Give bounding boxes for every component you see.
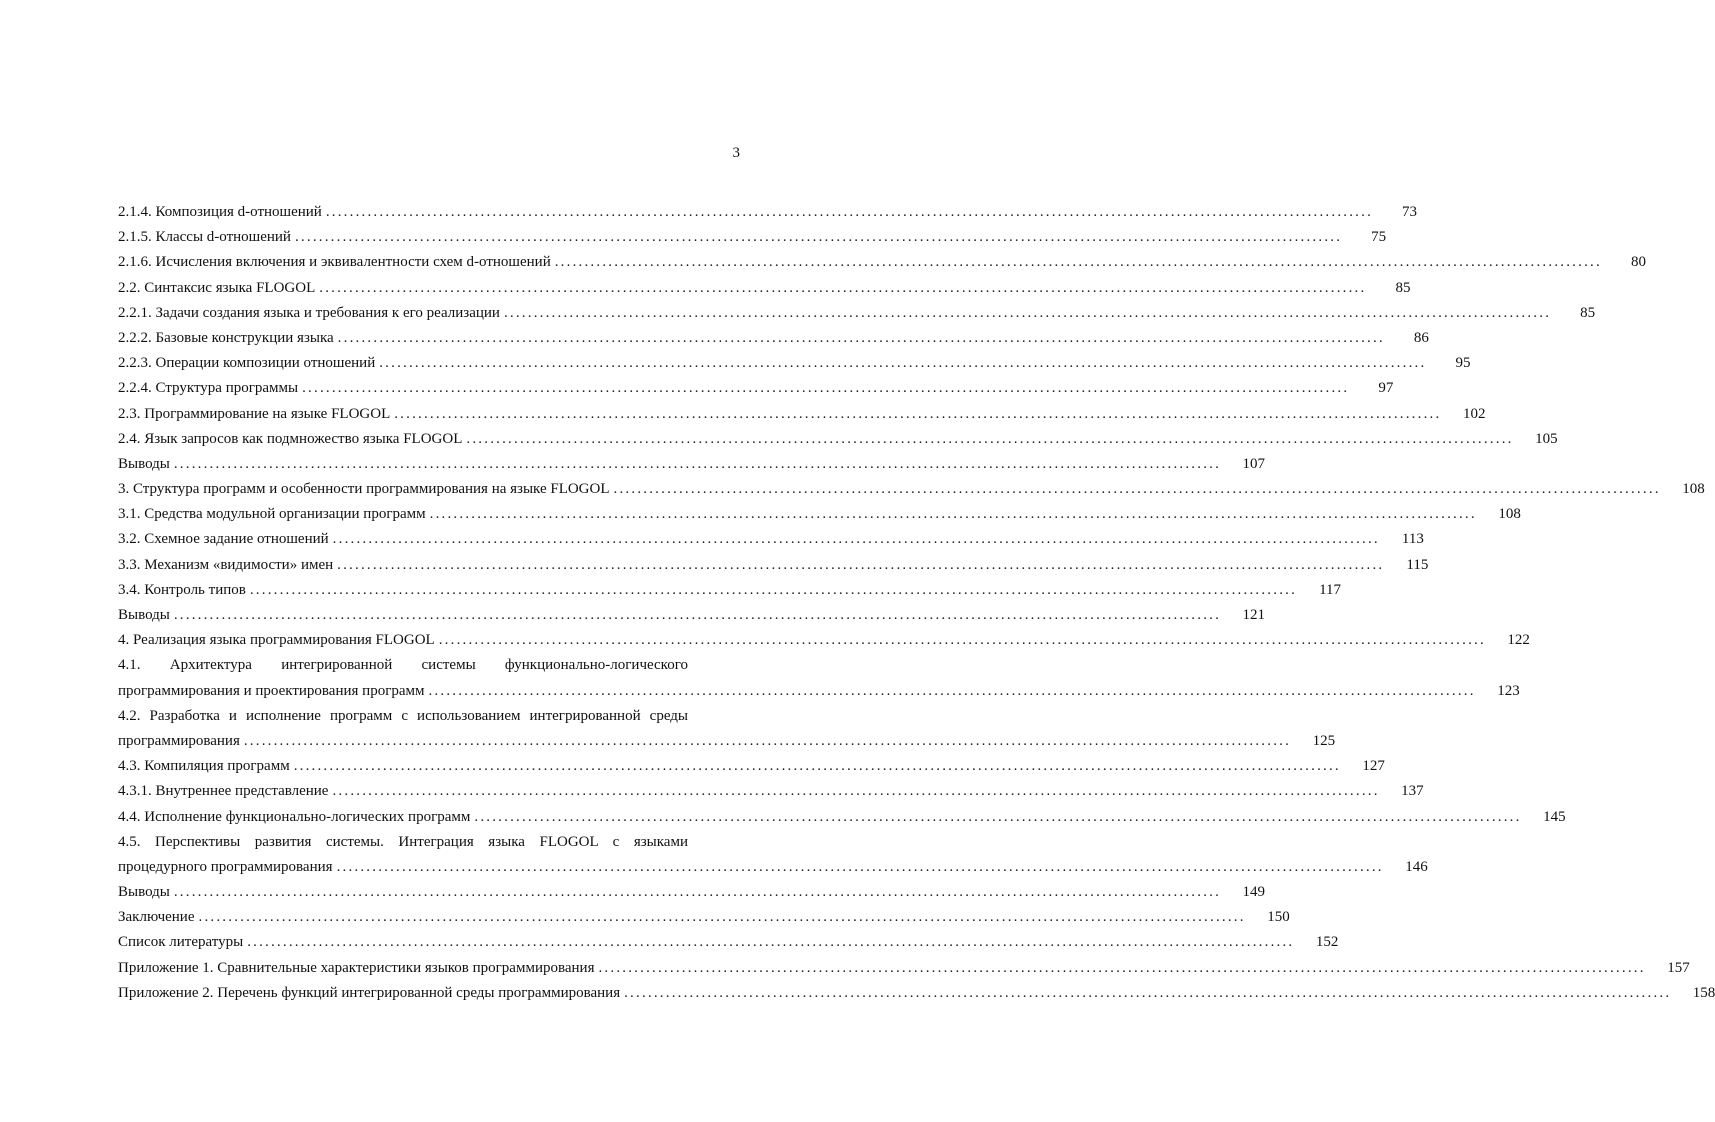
toc-entry-title: программирования bbox=[118, 732, 240, 749]
toc-entry-page: 146 bbox=[1405, 858, 1428, 875]
toc-entry-page: 102 bbox=[1462, 405, 1486, 422]
dot-leader: ................................................................................................................................................................................ bbox=[336, 858, 1384, 875]
toc-entry-title: 2.2.3. Операции композиции отношений bbox=[118, 355, 376, 372]
toc-entry-page: 75 bbox=[1371, 229, 1387, 246]
toc-entry bbox=[118, 452, 1266, 477]
toc-entry-page: 125 bbox=[1312, 732, 1336, 749]
toc-entry bbox=[118, 603, 1266, 628]
toc-entry-title: 2.1.5. Классы d-отношений bbox=[118, 229, 291, 246]
toc-entry-page: 86 bbox=[1413, 329, 1429, 346]
toc-entry bbox=[118, 301, 1596, 326]
toc-entry bbox=[118, 679, 1520, 704]
toc-entry bbox=[118, 628, 1530, 653]
toc-entry-title: 2.2. Синтаксис языка FLOGOL bbox=[118, 279, 316, 296]
toc-entry-page: 149 bbox=[1242, 884, 1266, 901]
toc-entry bbox=[118, 779, 1424, 804]
dot-leader: ................................................................................................................................................................................ bbox=[613, 481, 1661, 498]
toc-entry-first-line: 4.1. Архитектура интегрированной системы функционально-логического bbox=[118, 657, 688, 674]
toc-entry bbox=[118, 427, 1558, 452]
toc-entry-title: процедурного программирования bbox=[118, 858, 333, 875]
dot-leader: ................................................................................................................................................................................ bbox=[624, 984, 1672, 1001]
toc-entry bbox=[118, 351, 1471, 376]
toc-entry bbox=[118, 502, 1521, 527]
toc-entry-title: 4. Реализация языка программирования FLOGOL bbox=[118, 632, 435, 649]
toc-entry bbox=[118, 276, 1411, 301]
toc-entry-title: 4.3. Компиляция программ bbox=[118, 758, 290, 775]
toc-entry-first-line: 4.5. Перспективы развития системы. Интеграция языка FLOGOL с языками bbox=[118, 833, 688, 850]
toc-entry-title: 4.3.1. Внутреннее представление bbox=[118, 783, 329, 800]
toc-entry bbox=[118, 553, 1429, 578]
toc-entry-page: 150 bbox=[1267, 909, 1290, 926]
dot-leader: ................................................................................................................................................................................ bbox=[503, 304, 1552, 321]
toc-entry-title: Выводы bbox=[118, 884, 170, 901]
toc-entry bbox=[118, 250, 1646, 275]
toc-entry bbox=[118, 855, 1428, 880]
toc-entry bbox=[118, 729, 1336, 754]
toc-entry-title: 3.4. Контроль типов bbox=[118, 581, 246, 598]
toc-entry-title: 4.4. Исполнение функционально-логических программ bbox=[118, 808, 471, 825]
toc-entry-page: 157 bbox=[1667, 959, 1690, 976]
toc-entry bbox=[118, 754, 1385, 779]
dot-leader: ................................................................................................................................................................................ bbox=[394, 405, 1442, 422]
dot-leader: ................................................................................................................................................................................ bbox=[249, 581, 1298, 598]
dot-leader: ................................................................................................................................................................................ bbox=[337, 329, 1385, 346]
toc-entry bbox=[118, 376, 1394, 401]
toc-entry bbox=[118, 527, 1424, 552]
dot-leader: ................................................................................................................................................................................ bbox=[332, 783, 1380, 800]
dot-leader: ................................................................................................................................................................................ bbox=[379, 355, 1427, 372]
dot-leader: ................................................................................................................................................................................ bbox=[428, 682, 1476, 699]
toc-entry-page: 85 bbox=[1395, 279, 1411, 296]
toc-entry-title: 3.2. Схемное задание отношений bbox=[118, 531, 329, 548]
toc-entry bbox=[118, 200, 1418, 225]
dot-leader: ................................................................................................................................................................................ bbox=[554, 254, 1602, 271]
toc-entry-title: программирования и проектирования программ bbox=[118, 682, 425, 699]
dot-leader: ................................................................................................................................................................................ bbox=[173, 455, 1222, 472]
toc-entry-page: 117 bbox=[1319, 581, 1342, 598]
toc-entry-title: 2.1.6. Исчисления включения и эквивалентности схем d-отношений bbox=[118, 254, 551, 271]
toc-entry-title: Приложение 2. Перечень функций интегрированной среды программирования bbox=[118, 984, 621, 1001]
toc-entry bbox=[118, 880, 1266, 905]
dot-leader: ................................................................................................................................................................................ bbox=[598, 959, 1646, 976]
toc-entry-page: 122 bbox=[1507, 632, 1530, 649]
toc-entry-page: 127 bbox=[1362, 758, 1385, 775]
dot-leader: ................................................................................................................................................................................ bbox=[319, 279, 1367, 296]
toc-entry-title: 2.4. Язык запросов как подмножество языка FLOGOL bbox=[118, 430, 463, 447]
toc-entry-page: 123 bbox=[1497, 682, 1520, 699]
dot-leader: ................................................................................................................................................................................ bbox=[173, 884, 1222, 901]
dot-leader: ................................................................................................................................................................................ bbox=[325, 204, 1374, 220]
dot-leader: ................................................................................................................................................................................ bbox=[429, 506, 1477, 523]
toc-entry-page: 108 bbox=[1682, 481, 1705, 498]
toc-entry-first-line: 4.2. Разработка и исполнение программ с использованием интегрированной среды bbox=[118, 707, 688, 724]
toc-entry-title: 3.3. Механизм «видимости» имен bbox=[118, 556, 334, 573]
toc-entry-page: 108 bbox=[1498, 506, 1521, 523]
toc-entry-page: 73 bbox=[1402, 204, 1418, 220]
toc-entry-title: 3. Структура программ и особенности программирования на языке FLOGOL bbox=[118, 481, 610, 498]
toc-entry-title: 2.2.2. Базовые конструкции языка bbox=[118, 329, 334, 346]
toc-entry-page: 152 bbox=[1315, 934, 1339, 951]
dot-leader: ................................................................................................................................................................................ bbox=[247, 934, 1295, 951]
toc-entry bbox=[118, 805, 1566, 830]
toc-entry-title: 3.1. Средства модульной организации программ bbox=[118, 506, 426, 523]
toc-entry bbox=[118, 225, 1387, 250]
table-of-contents bbox=[118, 200, 1715, 1006]
toc-entry bbox=[118, 905, 1290, 930]
dot-leader: ................................................................................................................................................................................ bbox=[302, 380, 1350, 397]
dot-leader: ................................................................................................................................................................................ bbox=[173, 607, 1222, 623]
dot-leader: ................................................................................................................................................................................ bbox=[474, 808, 1522, 825]
dot-leader: ................................................................................................................................................................................ bbox=[293, 758, 1341, 775]
dot-leader: ................................................................................................................................................................................ bbox=[198, 909, 1246, 926]
toc-entry bbox=[118, 326, 1429, 351]
dot-leader: ................................................................................................................................................................................ bbox=[337, 556, 1385, 573]
toc-entry-page: 97 bbox=[1378, 380, 1394, 397]
toc-entry bbox=[118, 477, 1705, 502]
toc-entry-title: Выводы bbox=[118, 607, 170, 623]
toc-entry-page: 158 bbox=[1692, 984, 1715, 1001]
toc-entry bbox=[118, 402, 1486, 427]
dot-leader: ................................................................................................................................................................................ bbox=[243, 732, 1292, 749]
toc-entry-title: 2.1.4. Композиция d-отношений bbox=[118, 204, 322, 220]
toc-entry-page: 115 bbox=[1406, 556, 1429, 573]
toc-entry-page: 107 bbox=[1242, 455, 1266, 472]
toc-entry bbox=[118, 578, 1342, 603]
toc-entry-title: 2.3. Программирование на языке FLOGOL bbox=[118, 405, 391, 422]
toc-entry-page: 85 bbox=[1580, 304, 1596, 321]
dot-leader: ................................................................................................................................................................................ bbox=[332, 531, 1380, 548]
toc-entry-title: 2.2.1. Задачи создания языка и требования к его реализации bbox=[118, 304, 500, 321]
dot-leader: ................................................................................................................................................................................ bbox=[294, 229, 1343, 246]
toc-entry-page: 137 bbox=[1401, 783, 1424, 800]
toc-entry bbox=[118, 981, 1715, 1006]
toc-entry-page: 80 bbox=[1630, 254, 1646, 271]
toc-entry-title: Список литературы bbox=[118, 934, 244, 951]
toc-entry-page: 121 bbox=[1242, 607, 1266, 623]
dot-leader: ................................................................................................................................................................................ bbox=[466, 430, 1514, 447]
toc-entry-title: Приложение 1. Сравнительные характеристики языков программирования bbox=[118, 959, 595, 976]
toc-entry-page: 113 bbox=[1401, 531, 1424, 548]
toc-entry-title: Заключение bbox=[118, 909, 195, 926]
toc-entry-title: 2.2.4. Структура программы bbox=[118, 380, 299, 397]
toc-entry-page: 105 bbox=[1535, 430, 1558, 447]
page-number: 3 bbox=[732, 145, 740, 161]
toc-entry-page: 145 bbox=[1543, 808, 1566, 825]
toc-entry bbox=[118, 956, 1690, 981]
toc-entry-title: Выводы bbox=[118, 455, 170, 472]
toc-entry bbox=[118, 930, 1339, 955]
toc-entry-page: 95 bbox=[1455, 355, 1471, 372]
dot-leader: ................................................................................................................................................................................ bbox=[438, 632, 1486, 649]
